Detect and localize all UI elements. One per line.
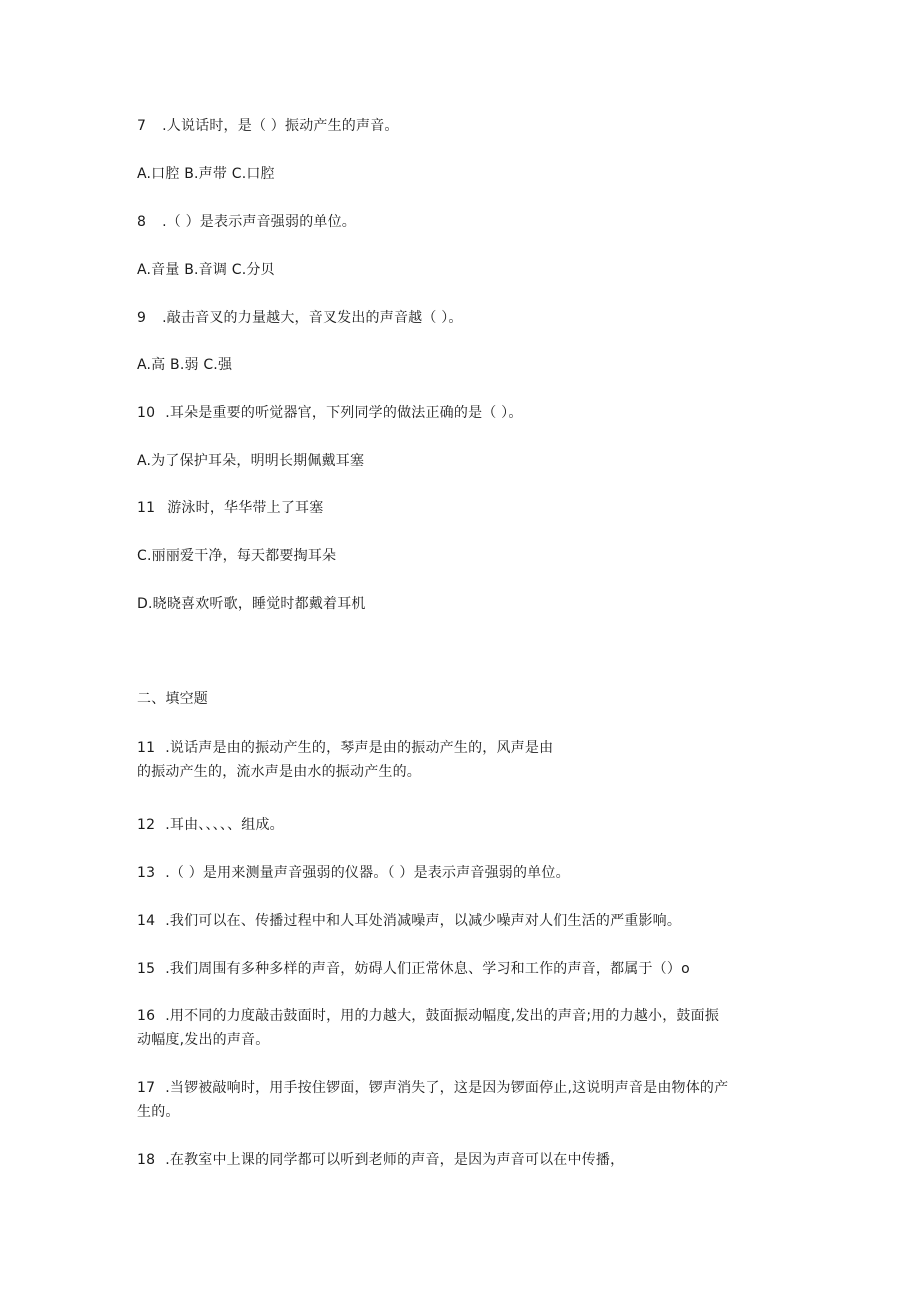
- question-14: [137, 911, 681, 931]
- options-text: A.高 B.弱 C.强: [137, 357, 233, 373]
- question-9: [137, 308, 463, 328]
- question-7: [137, 116, 399, 136]
- question-17-continued: [137, 1102, 180, 1122]
- options-text: A.口腔 B.声带 C.口腔: [137, 166, 275, 182]
- question-number: 8: [137, 214, 147, 230]
- question-15: [137, 959, 690, 979]
- question-text: 生的。: [137, 1104, 180, 1120]
- question-number: 13: [137, 865, 156, 881]
- section-title: 二、填空题: [137, 691, 208, 707]
- question-16: [137, 1006, 719, 1026]
- question-text: 动幅度,发出的声音。: [137, 1032, 270, 1048]
- question-text: .耳朵是重要的听觉器官，下列同学的做法正确的是（ ）。: [165, 405, 523, 421]
- question-number: 9: [137, 310, 147, 326]
- question-8-options: [137, 260, 275, 280]
- question-text: .当锣被敲响时，用手按住锣面，锣声消失了，这是因为锣面停止,这说明声音是由物体的产: [165, 1080, 729, 1096]
- question-7-options: [137, 164, 275, 184]
- question-9-options: [137, 355, 232, 375]
- question-text: .人说话时，是（ ）振动产生的声音。: [162, 118, 399, 134]
- question-text: .（ ）是用来测量声音强弱的仪器。（ ）是表示声音强弱的单位。: [165, 865, 570, 881]
- question-text: .用不同的力度敲击鼓面时，用的力越大，鼓面振动幅度,发出的声音;用的力越小，鼓面振: [165, 1008, 720, 1024]
- question-number: 15: [137, 961, 156, 977]
- question-text: .耳由、、、、、组成。: [165, 817, 284, 833]
- question-10-option-b: [137, 498, 323, 518]
- question-13: [137, 863, 570, 883]
- question-text: .说话声是由的振动产生的，琴声是由的振动产生的，风声是由: [165, 740, 554, 756]
- question-text: .我们可以在、传播过程中和人耳处消减噪声，以减少噪声对人们生活的严重影响。: [165, 913, 682, 929]
- question-10-option-a: [137, 451, 364, 471]
- question-number: 10: [137, 405, 156, 421]
- question-text: .（ ）是表示声音强弱的单位。: [162, 214, 357, 230]
- question-text: .在教室中上课的同学都可以听到老师的声音，是因为声音可以在中传播，: [165, 1152, 625, 1168]
- question-16-continued: [137, 1030, 269, 1050]
- question-11: [137, 738, 553, 758]
- question-text: .敲击音叉的力量越大，音叉发出的声音越（ ）。: [162, 310, 463, 326]
- options-text: A.音量 B.音调 C.分贝: [137, 262, 275, 278]
- question-8: [137, 212, 356, 232]
- question-17: [137, 1078, 728, 1098]
- question-11-continued: [137, 762, 421, 782]
- question-number: 11: [137, 740, 156, 756]
- question-number: 12: [137, 817, 156, 833]
- question-text: .我们周围有多种多样的声音，妨碍人们正常休息、学习和工作的声音，都属于（）o: [165, 961, 690, 977]
- options-text: C.丽丽爱干净，每天都要掏耳朵: [137, 548, 337, 564]
- question-10-option-c: [137, 546, 336, 566]
- options-text: A.为了保护耳朵，明明长期佩戴耳塞: [137, 453, 365, 469]
- question-number: 18: [137, 1152, 156, 1168]
- question-text: 游泳时，华华带上了耳塞: [167, 500, 324, 516]
- question-12: [137, 815, 284, 835]
- question-10: [137, 403, 523, 423]
- question-number: 7: [137, 118, 147, 134]
- question-10-option-d: [137, 594, 366, 614]
- question-number: 16: [137, 1008, 156, 1024]
- question-number: 17: [137, 1080, 156, 1096]
- question-number: 11: [137, 500, 156, 516]
- question-18: [137, 1150, 624, 1170]
- question-text: 的振动产生的，流水声是由水的振动产生的。: [137, 764, 421, 780]
- options-text: D.晓晓喜欢听歌，睡觉时都戴着耳机: [137, 596, 366, 612]
- question-number: 14: [137, 913, 156, 929]
